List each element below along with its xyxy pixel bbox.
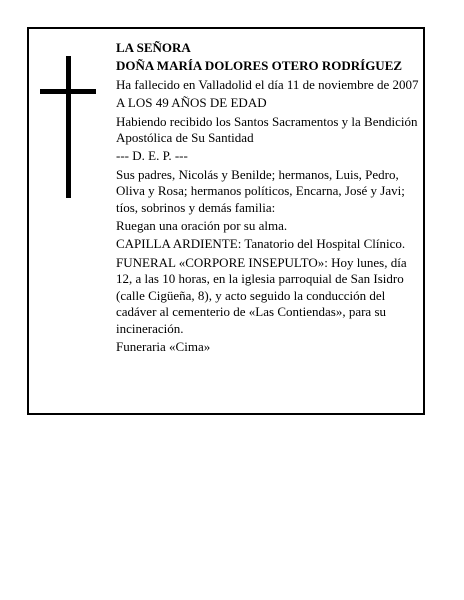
cross-horizontal-bar	[40, 89, 96, 94]
funeral-home: Funeraria «Cima»	[116, 338, 211, 354]
chapel-info: CAPILLA ARDIENTE: Tanatorio del Hospital Clínico.	[116, 236, 406, 252]
rip-line: --- D. E. P. ---	[116, 148, 188, 164]
notice-heading: LA SEÑORA	[116, 40, 191, 55]
funeral-info: FUNERAL «CORPORE INSEPULTO»: Hoy lunes, día 12, a las 10 horas, en la iglesia parroquial de San Isidro (calle Cigüeña, 8), y acto seguido la conducción del cadáver al cementerio de «Las Contiendas», para su incineración.	[116, 254, 407, 336]
cross-icon	[40, 56, 96, 198]
family-statement: Sus padres, Nicolás y Benilde; hermanos, Luis, Pedro, Oliva y Rosa; hermanos políticos, Encarna, José y Javi; tíos, sobrinos y demás familia:	[116, 166, 405, 215]
cross-vertical-bar	[66, 56, 71, 198]
age-statement: A LOS 49 AÑOS DE EDAD	[116, 95, 267, 111]
death-statement: Ha fallecido en Valladolid el día 11 de noviembre de 2007	[116, 76, 419, 92]
prayer-request: Ruegan una oración por su alma.	[116, 218, 288, 234]
deceased-name: DOÑA MARÍA DOLORES OTERO RODRÍGUEZ	[116, 58, 403, 74]
sacraments-statement: Habiendo recibido los Santos Sacramentos y la Bendición Apostólica de Su Santidad	[116, 113, 418, 146]
obituary-notice	[27, 27, 425, 415]
notice-body	[116, 40, 421, 357]
